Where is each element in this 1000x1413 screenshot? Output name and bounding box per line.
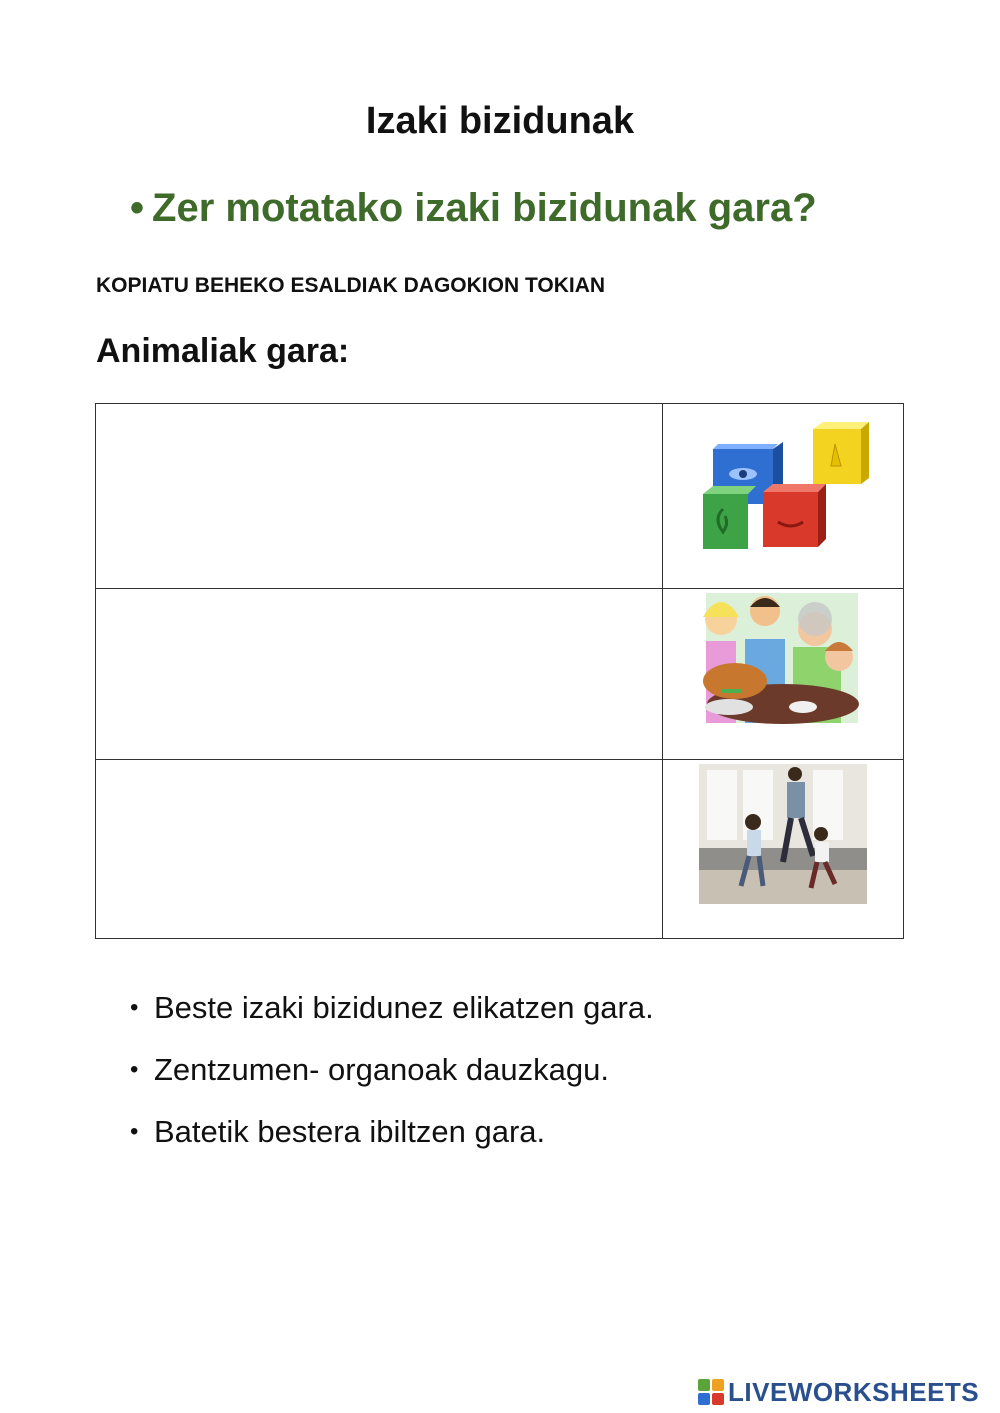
question-heading xyxy=(130,186,817,231)
list-item[interactable] xyxy=(130,1112,654,1174)
list-item[interactable] xyxy=(130,1050,654,1112)
logo-mark-icon xyxy=(698,1379,724,1405)
image-cell xyxy=(662,589,904,759)
family-dancing-photo xyxy=(663,760,904,940)
table-row xyxy=(96,759,903,939)
image-cell xyxy=(662,404,904,588)
answer-table xyxy=(95,403,904,939)
instruction-text: KOPIATU BEHEKO ESALDIAK DAGOKION TOKIAN xyxy=(96,274,606,297)
sentence-list xyxy=(130,988,654,1174)
question-text: Zer motatako izaki bizidunak gara? xyxy=(152,186,817,230)
senses-cubes-picture xyxy=(663,404,904,588)
bullet-icon: • xyxy=(130,186,145,230)
answer-drop-zone-2[interactable] xyxy=(96,589,662,759)
liveworksheets-logo[interactable] xyxy=(698,1377,979,1407)
section-subtitle: Animaliak gara: xyxy=(96,332,350,370)
image-cell xyxy=(662,760,904,939)
list-item[interactable] xyxy=(130,988,654,1050)
answer-drop-zone-1[interactable] xyxy=(96,404,662,588)
table-row xyxy=(96,588,903,759)
sentence-text: Zentzumen- organoak dauzkagu. xyxy=(154,1052,609,1087)
bullet-icon: • xyxy=(130,1056,139,1083)
bullet-icon: • xyxy=(130,1118,139,1145)
sentence-text: Batetik bestera ibiltzen gara. xyxy=(154,1114,546,1149)
table-row xyxy=(96,404,903,588)
logo-text: LIVEWORKSHEETS xyxy=(728,1376,980,1407)
sentence-text: Beste izaki bizidunez elikatzen gara. xyxy=(154,990,654,1025)
bullet-icon: • xyxy=(130,994,139,1021)
answer-drop-zone-3[interactable] xyxy=(96,760,662,939)
page-title: Izaki bizidunak xyxy=(365,100,635,142)
family-meal-picture xyxy=(663,589,904,760)
